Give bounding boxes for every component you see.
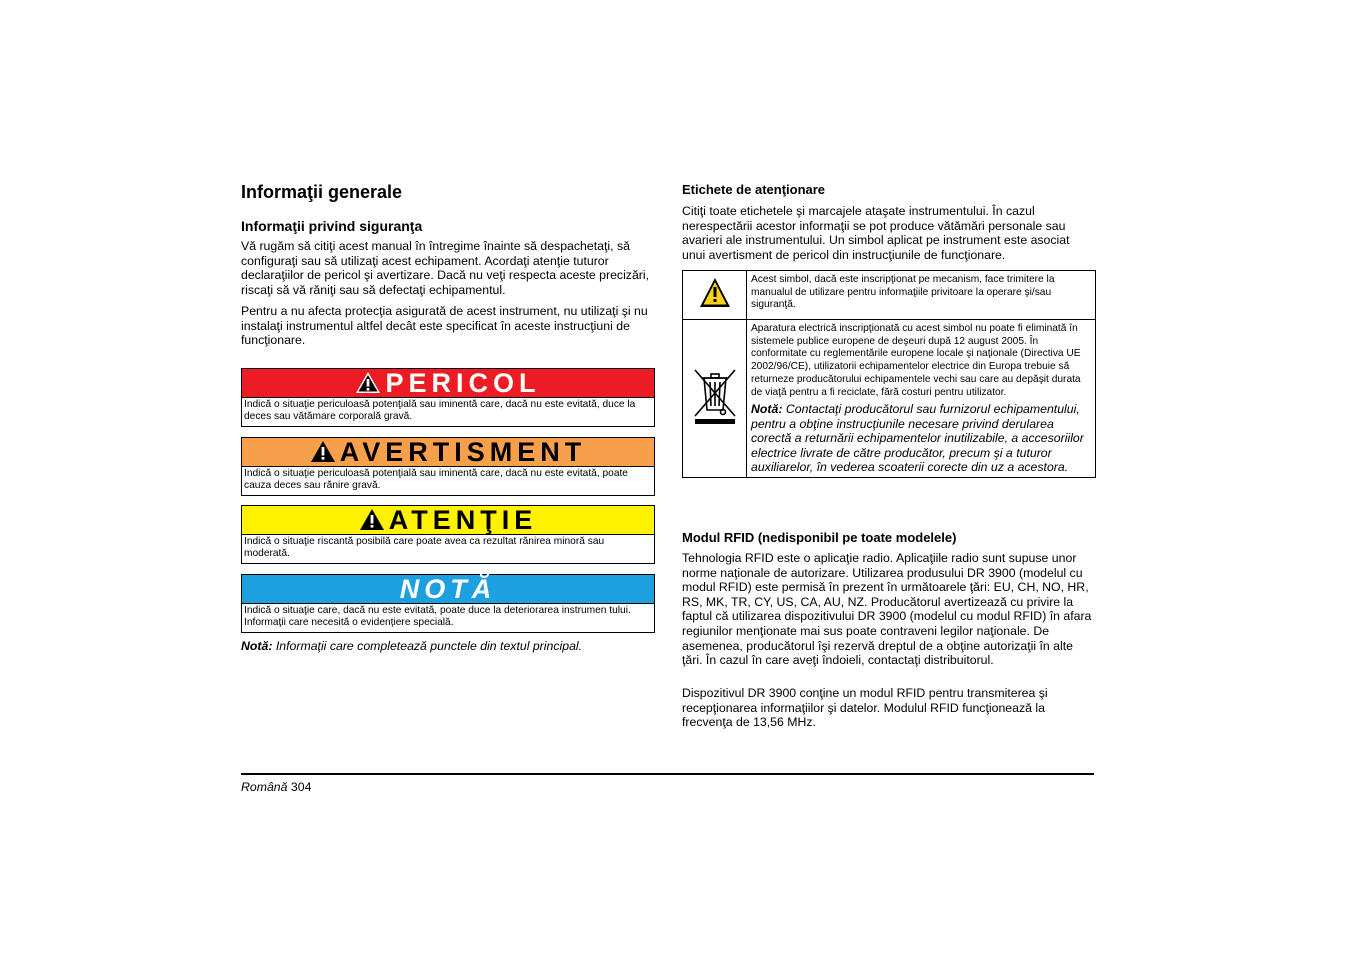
- warning-header: [242, 438, 654, 467]
- rfid-title: Modul RFID (nedisponibil pe toate modelele): [682, 530, 957, 545]
- weee-note-text: Contactaţi producătorul sau furnizorul echipamentului, pentru a obţine instrucţiunile necesare privind derularea corectă a returnării echipamentelor inutilizabile, a accesoriilor electrice livrate de către producător, precum şi a tuturor auxiliarelor, în vederea scoaterii corecte din uz a acestora.: [751, 402, 1084, 475]
- warning-label: AVERTISMENT: [339, 437, 587, 467]
- symbol-text-cell: Acest simbol, dacă este inscripţionat pe mecanism, face trimitere la manualul de utilizare pentru informaţiile privitoare la operare şi/sau siguranţă.: [747, 271, 1096, 320]
- warning-box: [241, 437, 655, 496]
- safety-paragraph-2: Pentru a nu afecta protecţia asigurată de acest instrument, nu utilizaţi şi nu instalaţi instrumentul altfel decât este specificat în aceste instrucţiuni de funcţionare.: [241, 304, 648, 348]
- weee-text: Aparatura electrică inscripţionată cu acest simbol nu poate fi eliminată în sistemele publice europene de deşeuri după 12 august 2005. În conformitate cu reglementările europene locale şi naţionale (Directiva UE 2002/96/CE), utilizatorii echipamentelor electrice din Europa trebuie să returneze producătorului echipamentele vechi sau care au depăşit durata de viaţă pentru a fi reciclate, fără costuri pentru utilizator.: [751, 323, 1081, 398]
- warning-triangle-icon: [310, 440, 336, 469]
- caution-box: [241, 505, 655, 564]
- warning-triangle-icon: [698, 297, 732, 314]
- danger-header: [242, 369, 654, 398]
- weee-note: [751, 402, 1092, 475]
- warning-triangle-icon: [355, 371, 381, 400]
- caution-header: [242, 506, 654, 535]
- caution-text: Indică o situaţie riscantă posibilă care poate avea ca rezultat rănirea minoră sau moderată.: [244, 536, 605, 560]
- footer-rule: [241, 773, 1094, 775]
- symbol-icon-cell: [683, 271, 747, 320]
- table-row: [683, 320, 1096, 478]
- notice-label: NOTĂ: [399, 574, 497, 604]
- symbol-icon-cell: [683, 320, 747, 478]
- crossed-out-bin-icon: [692, 413, 738, 430]
- note-line: [241, 639, 582, 654]
- footer-language: Română: [241, 780, 288, 794]
- danger-label: PERICOL: [385, 368, 541, 398]
- caution-label: ATENŢIE: [388, 505, 538, 535]
- safety-paragraph-1: Vă rugăm să citiţi acest manual în întregime înainte să despachetaţi, să configuraţi sau să utilizaţi acest echipament. Acordaţi atenţie tuturor declaraţiilor de pericol şi avertizare. Dacă nu veţi respecta aceste precizări, riscaţi să vă răniţi sau să defectaţi echipamentul.: [241, 239, 650, 297]
- labels-title: Etichete de atenţionare: [682, 182, 826, 197]
- footer-page-number: 304: [290, 780, 312, 794]
- safety-section-title: Informaţii privind siguranţa: [241, 218, 423, 234]
- danger-box: [241, 368, 655, 427]
- notice-header: [242, 575, 654, 604]
- symbol-text-cell: [747, 320, 1096, 478]
- symbols-table: [682, 270, 1096, 478]
- page-title: Informaţii generale: [241, 182, 403, 202]
- note-text: Informaţii care completează punctele din textul principal.: [275, 639, 583, 653]
- danger-text: Indică o situaţie periculoasă potenţială sau iminentă care, dacă nu este evitată, duce la deces sau vătămare corporală gravă.: [244, 399, 636, 423]
- labels-paragraph: Citiţi toate etichetele şi marcajele ataşate instrumentului. În cazul nerespectării acestor informaţii se pot produce vătămări personale sau avarieri ale instrumentului. Un simbol aplicat pe instrument este asociat unui avertisment de pericol din instrucţiunile de funcţionare.: [682, 204, 1070, 262]
- note-label: Notă:: [241, 639, 273, 653]
- notice-box: [241, 574, 655, 633]
- notice-text: Indică o situaţie care, dacă nu este evitată, poate duce la deteriorarea instrumen tului. Informaţii care necesită o evidenţiere specială.: [244, 605, 631, 629]
- table-row: [683, 271, 1096, 320]
- warning-text: Indică o situaţie periculoasă potenţială sau iminentă care, dacă nu este evitată, poate cauza deces sau rănire gravă.: [244, 468, 628, 492]
- page-footer: [241, 780, 311, 794]
- rfid-paragraph-1: Tehnologia RFID este o aplicaţie radio. Aplicaţiile radio sunt supuse unor norme naţionale de autorizare. Utilizarea produsului DR 3900 (modelul cu modul RFID) este permisă în prezent în următoarele ţări: EU, CH, NO, HR, RS, MK, TR, CY, US, CA, AU, NZ. Producătorul avertizează cu privire la faptul că utilizarea dispozitivului DR 3900 (modelul cu modul RFID) în afara regiunilor menţionate mai sus poate contraveni legilor naţionale. De asemenea, producătorul îşi rezervă dreptul de a obţine autorizaţii în alte ţări. În cazul în care aveţi îndoieli, contactaţi distribuitorul.: [682, 551, 1092, 668]
- rfid-paragraph-2: Dispozitivul DR 3900 conţine un modul RFID pentru transmiterea şi recepţionarea informaţiilor şi datelor. Modulul RFID funcţionează la frecvenţa de 13,56 MHz.: [682, 686, 1048, 730]
- warning-triangle-icon: [359, 508, 385, 537]
- weee-note-label: Notă:: [751, 402, 783, 417]
